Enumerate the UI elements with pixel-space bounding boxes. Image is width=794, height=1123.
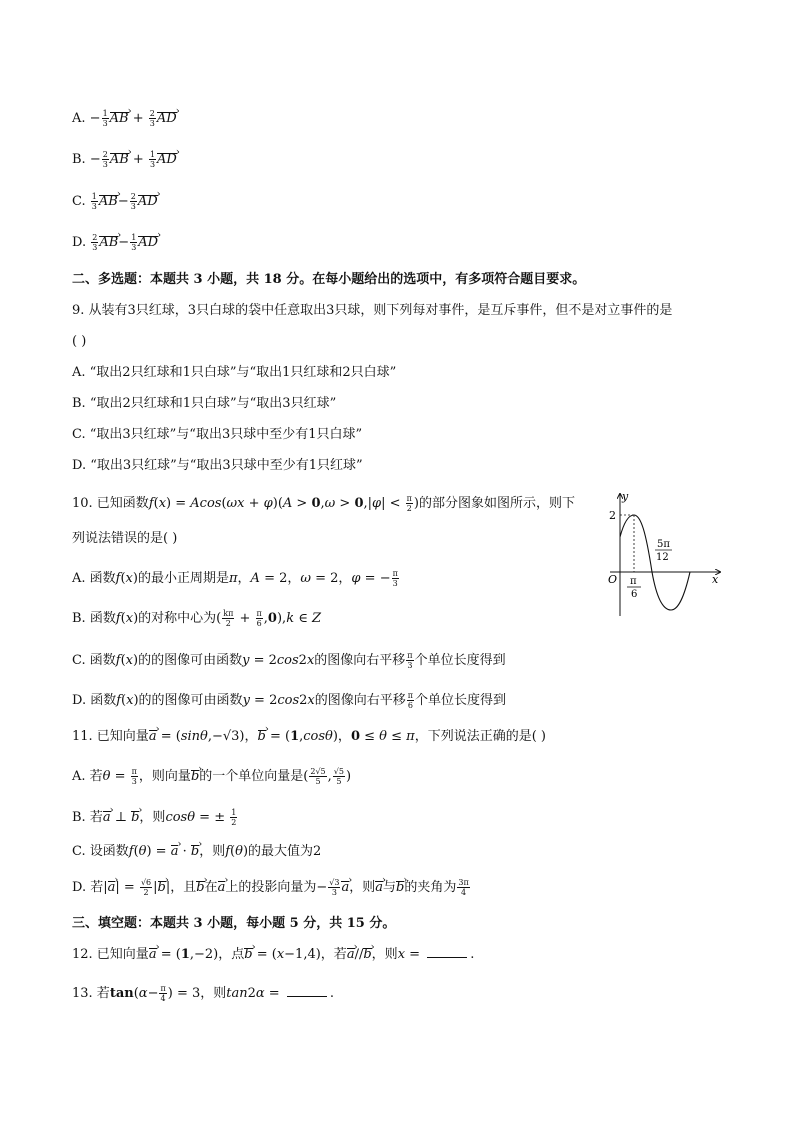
- q11-option-d: D. 若|a ›| = $\frac{√6}{2}$ |b ›|，且b ›在a ›上的投影向量为− $\frac{√3}{3}$ a ›，则a ›与b ›的夹角为 $\frac{3\pi}{4}$: [72, 878, 471, 897]
- q13-stem: 13. 若tan(α− $\frac{\pi}{4}$ ) = 3，则tan2α = .: [72, 984, 334, 1003]
- q10-option-a: A. 函数f(x)的最小正周期是π，A = 2，ω = 2，φ = − $\frac{\pi}{3}$: [72, 569, 398, 588]
- q9-option-c: C. “取出3只红球”与“取出3只球中至少有1只白球”: [72, 427, 363, 442]
- q8-option-b: B. − $\frac{2}{3}$ AB › + $\frac{1}{3}$ AD ›: [72, 150, 177, 169]
- q9-option-d: D. “取出3只红球”与“取出3只球中至少有1只红球”: [72, 458, 363, 473]
- x-label: x: [712, 573, 719, 586]
- origin-label: O: [608, 573, 618, 586]
- x-tick-pi-6-num: π: [630, 576, 637, 587]
- q11-stem: 11. 已知向量a › = (sinθ,−√3)，b › = (1,cosθ)，0 ≤ θ ≤ π，下列说法正确的是( ): [72, 728, 546, 746]
- q8-option-a: A. − $\frac{1}{3}$ AB › + $\frac{2}{3}$ AD ›: [72, 109, 177, 128]
- q8-option-c: C. $\frac{1}{3}$ AB ›− $\frac{2}{3}$ AD ›: [72, 192, 158, 211]
- x-tick-5pi-12-den: 12: [656, 552, 669, 563]
- q9-option-b: B. “取出2只红球和1只白球”与“取出3只红球”: [72, 396, 337, 411]
- section-2-title: 二、多选题：本题共 3 小题，共 18 分。在每小题给出的选项中，有多项符合题目要求。: [72, 272, 586, 287]
- q10-option-c: C. 函数f(x)的的图像可由函数y = 2cos2x的图像向右平移 $\frac{\pi}{3}$ 个单位长度得到: [72, 651, 506, 670]
- q11-option-b: B. 若a › ⊥ b ›，则cosθ = ± $\frac{1}{2}$: [72, 808, 238, 827]
- answer-blank[interactable]: [427, 957, 467, 958]
- x-tick-5pi-12-num: 5π: [657, 539, 670, 550]
- q10-stem-line2: 列说法错误的是( ): [72, 531, 178, 546]
- cosine-graph: [596, 488, 726, 618]
- section-3-title: 三、填空题：本题共 3 小题，每小题 5 分，共 15 分。: [72, 916, 396, 931]
- q9-stem: 9. 从装有3只红球，3只白球的袋中任意取出3只球，则下列每对事件，是互斥事件，但不是对立事件的是: [72, 303, 673, 318]
- answer-blank[interactable]: [287, 996, 327, 997]
- q11-option-c: C. 设函数f(θ) = a › · b ›，则f(θ)的最大值为2: [72, 843, 321, 861]
- y-tick-2: 2: [609, 509, 616, 522]
- q8-option-d: D. $\frac{2}{3}$ AB ›− $\frac{1}{3}$ AD ›: [72, 233, 158, 252]
- q10-option-d: D. 函数f(x)的的图像可由函数y = 2cos2x的图像向右平移 $\frac{\pi}{6}$ 个单位长度得到: [72, 691, 507, 710]
- q11-option-a: A. 若θ = $\frac{\pi}{3}$ ，则向量b ›的一个单位向量是( $\frac{2√5}{5}$ , $\frac{√5}{5}$ ): [72, 767, 351, 786]
- q12-stem: 12. 已知向量a › = (1,−2)，点b › = (x−1,4)，若a ›//b ›，则x = .: [72, 946, 474, 964]
- q10-stem: 10. 已知函数f(x) = Acos(ωx + φ)(A > 0,ω > 0,|φ| < $\frac{\pi}{2}$ )的部分图象如图所示，则下: [72, 494, 576, 513]
- q10-option-b: B. 函数f(x)的对称中心为( $\frac{k\pi}{2}$ + $\frac{\pi}{6}$ ,0),k ∈ Z: [72, 609, 322, 628]
- y-label: y: [622, 490, 629, 503]
- q9-paren: ( ): [72, 334, 87, 349]
- q9-option-a: A. “取出2只红球和1只白球”与“取出1只红球和2只白球”: [72, 365, 397, 380]
- x-tick-pi-6-den: 6: [631, 589, 638, 600]
